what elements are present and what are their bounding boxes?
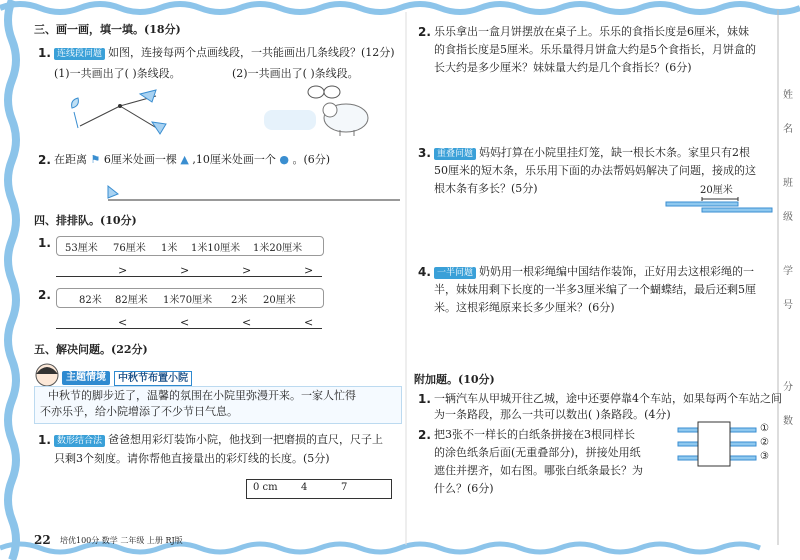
r4-number: 4.	[418, 265, 431, 279]
sort1-item: 1米10厘米	[191, 243, 241, 254]
side-label-char: 号	[783, 300, 793, 311]
q1-line	[54, 46, 395, 60]
side-label-char: 分	[783, 382, 793, 393]
r3-line	[434, 146, 750, 160]
p1-tag: 数形结合法	[54, 435, 105, 447]
strip-mark-2: ②	[760, 437, 769, 448]
sort2-symbol: <	[118, 316, 128, 329]
broken-ruler	[246, 479, 392, 499]
sort2-item: 20厘米	[263, 295, 296, 306]
section5-title: 五、解决问题。(22分)	[34, 343, 148, 356]
strip-mark-1: ①	[760, 423, 769, 434]
q2-drawing-line	[104, 182, 404, 204]
p1-text-1: 爸爸想用彩灯装饰小院，他找到一把磨损的直尺，尺子上	[108, 433, 384, 446]
sort1-item: 1米20厘米	[253, 243, 303, 254]
sort1-symbol: >	[304, 264, 314, 277]
e2-number: 2.	[418, 428, 431, 442]
r4-tag: 一半问题	[434, 267, 476, 279]
q2-line	[54, 153, 330, 167]
page-number: 22	[34, 533, 51, 547]
overlap-label: 20厘米	[700, 185, 733, 196]
r2-number: 2.	[418, 25, 431, 39]
r2-text-2: 的食指长度是5厘米。乐乐量得月饼盒大约是5个食指长，月饼盒的	[434, 43, 756, 56]
sort1-symbol: >	[242, 264, 252, 277]
q2-text-4: 。(6分)	[292, 153, 331, 166]
e2-text-1: 把3张不一样长的白纸条拼接在3根同样长	[434, 428, 635, 441]
sort1-item: 1米	[161, 243, 178, 254]
e1-text-1: 一辆汽车从甲城开往乙城，途中还要停靠4个车站，如果每两个车站之间	[434, 392, 782, 405]
girl-avatar-icon	[34, 362, 60, 388]
p1-text-2: 只剩3个刻度。请你帮他直接量出的彩灯线的长度。(5分)	[54, 452, 330, 465]
r3-text-3: 根木条有多长？(5分)	[434, 182, 538, 195]
side-label-char: 数	[783, 416, 793, 427]
sort2-symbol: <	[242, 316, 252, 329]
q2-text-2: 6厘米处画一棵	[103, 153, 177, 166]
q1-number: 1.	[38, 46, 51, 60]
q2-number: 2.	[38, 153, 51, 167]
sort1-item: 53厘米	[65, 243, 98, 254]
e2-text-3: 遮住并摆齐，如右图。哪张白纸条最长？为	[434, 464, 643, 477]
r4-line	[434, 265, 754, 279]
sort2-symbol: <	[180, 316, 190, 329]
ruler-label-0: 0 cm	[253, 482, 278, 493]
extra-title: 附加题。(10分)	[414, 373, 495, 386]
sort1-number: 1.	[38, 236, 51, 250]
side-label-char: 班	[783, 178, 793, 189]
paper-strips-diagram	[676, 420, 760, 468]
r2-text-3: 长大约是多少厘米？妹妹量大约是几个食指长？(6分)	[434, 61, 692, 74]
sort2-box	[56, 288, 324, 308]
r3-number: 3.	[418, 146, 431, 160]
theme-text-1: 中秋节的脚步近了，温馨的氛围在小院里弥漫开来。一家人忙得	[48, 389, 356, 402]
r3-tag: 重叠问题	[434, 148, 476, 160]
overlap-diagram	[664, 196, 774, 216]
book-info: 培优100分 数学 二年级 上册 RJ版	[60, 536, 183, 545]
sort2-item: 82米	[79, 295, 102, 306]
q1-tag: 连线段问题	[54, 48, 105, 60]
side-label-char: 级	[783, 212, 793, 223]
q1-sub1: (1)一共画出了( )条线段。	[54, 67, 181, 80]
strip-mark-3: ③	[760, 451, 769, 462]
balloon-icon: ●	[279, 153, 289, 166]
q1-sub2: (2)一共画出了( )条线段。	[232, 67, 359, 80]
theme-text-2: 不亦乐乎，给小院增添了不少节日气息。	[40, 405, 238, 418]
r4-text-2: 半，妹妹用剩下长度的一半多3厘米编了一个蝴蝶结，最后还剩5厘	[434, 283, 756, 296]
side-label-char: 名	[783, 124, 793, 135]
sort1-symbol: >	[180, 264, 190, 277]
e1-number: 1.	[418, 392, 431, 406]
p1-number: 1.	[38, 433, 51, 447]
e1-text-2: 为一条路段，那么一共可以数出( )条路段。(4分)	[434, 408, 671, 421]
section4-title: 四、排排队。(10分)	[34, 214, 137, 227]
side-label-char: 学	[783, 266, 793, 277]
q1-text: 如图，连接每两个点画线段，一共能画出几条线段？(12分)	[108, 46, 395, 59]
sort2-item: 82厘米	[115, 295, 148, 306]
sort2-symbol: <	[304, 316, 314, 329]
sort2-item: 2米	[231, 295, 248, 306]
r4-text-1: 奶奶用一根彩绳编中国结作装饰，正好用去这根彩绳的一	[479, 265, 755, 278]
q1-figure-kite	[60, 86, 190, 136]
sort2-item: 1米70厘米	[163, 295, 213, 306]
ruler-label-7: 7	[341, 482, 348, 493]
section3-title: 三、画一画，填一填。(18分)	[34, 23, 181, 36]
tree-icon: ▲	[180, 153, 189, 166]
sort1-symbol: >	[118, 264, 128, 277]
q1-figure-sheep	[256, 82, 376, 137]
q2-text-1: 在距离	[54, 153, 87, 166]
q2-text-3: ,10厘米处画一个	[192, 153, 276, 166]
e2-text-4: 什么？(6分)	[434, 482, 494, 495]
sort1-item: 76厘米	[113, 243, 146, 254]
e2-text-2: 的涂色纸条后面(无重叠部分)，拼接处用纸	[434, 446, 641, 459]
p1-line	[54, 433, 383, 447]
sort1-box	[56, 236, 324, 256]
r2-text-1: 乐乐拿出一盒月饼摆放在桌子上。乐乐的食指长度是6厘米，妹妹	[434, 25, 749, 38]
r3-text-1: 妈妈打算在小院里挂灯笼，缺一根长木条。家里只有2根	[479, 146, 751, 159]
theme-title: 中秋节布置小院	[114, 371, 192, 386]
theme-label: 主题情境	[62, 371, 110, 385]
ruler-label-4: 4	[301, 482, 308, 493]
r3-text-2: 50厘米的短木条，乐乐用下面的办法帮妈妈解决了问题，接成的这	[434, 164, 756, 177]
sort2-number: 2.	[38, 288, 51, 302]
side-label-char: 姓	[783, 90, 793, 101]
flag-icon: ⚑	[90, 153, 101, 166]
r4-text-3: 米。这根彩绳原来长多少厘米？(6分)	[434, 301, 615, 314]
